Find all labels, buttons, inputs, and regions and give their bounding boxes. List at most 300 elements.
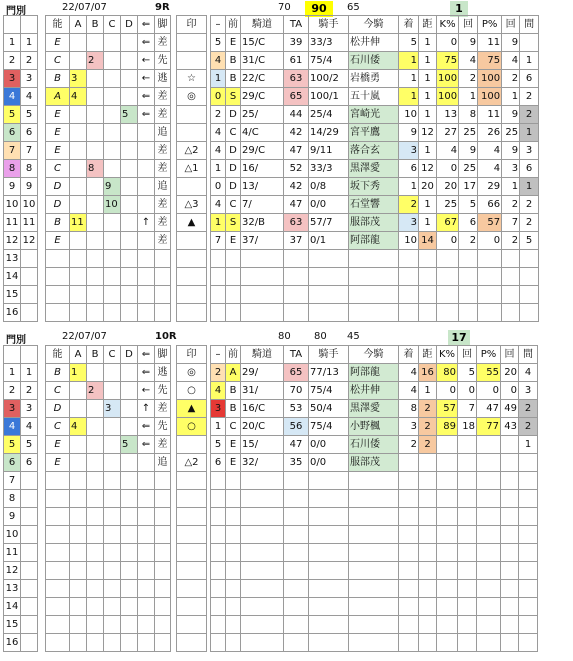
cell-m2: 4 xyxy=(211,142,226,160)
column-header: TA xyxy=(284,16,309,34)
cell-kis: 0/0 xyxy=(309,436,349,454)
cell-ima: 宮平鷹 xyxy=(349,124,399,142)
cell-chaku: 1 xyxy=(399,178,419,196)
cell-pp xyxy=(478,286,502,304)
cell-p2 xyxy=(501,616,519,634)
cell-kyo xyxy=(419,580,437,598)
cell-arr: ⇐ xyxy=(138,88,155,106)
cell-mark: ◎ xyxy=(177,88,207,106)
cell-kyo xyxy=(419,490,437,508)
cell-kyaku: 差 xyxy=(155,436,171,454)
cell-zen: A xyxy=(226,364,241,382)
cell-kyo: 1 xyxy=(419,52,437,70)
cell-kp xyxy=(437,490,458,508)
column-header: 騎道 xyxy=(241,346,284,364)
cell-chaku xyxy=(399,616,419,634)
cell-zen xyxy=(226,268,241,286)
table-row xyxy=(4,196,539,214)
spacer xyxy=(38,364,46,382)
cell-k2 xyxy=(458,526,477,544)
cell-a xyxy=(70,454,87,472)
column-header: B xyxy=(87,16,104,34)
cell-zen xyxy=(226,616,241,634)
cell-kis: 50/4 xyxy=(309,400,349,418)
cell-chaku xyxy=(399,634,419,652)
cell-n1: 5 xyxy=(4,436,21,454)
cell-kis: 0/8 xyxy=(309,178,349,196)
cell-b xyxy=(87,286,104,304)
cell-n1: 15 xyxy=(4,286,21,304)
cell-ta xyxy=(284,250,309,268)
cell-kan xyxy=(520,286,539,304)
cell-m2: 1 xyxy=(211,160,226,178)
cell-kan xyxy=(519,598,538,616)
cell-chaku xyxy=(399,544,419,562)
cell-a xyxy=(70,106,87,124)
cell-p2 xyxy=(501,454,519,472)
cell-n1: 13 xyxy=(4,580,21,598)
cell-kp xyxy=(437,616,458,634)
cell-arr xyxy=(138,490,155,508)
cell-k2: 6 xyxy=(459,214,478,232)
cell-kyaku: 差 xyxy=(155,214,171,232)
cell-b xyxy=(87,34,104,52)
cell-a xyxy=(70,400,87,418)
cell-c xyxy=(104,364,121,382)
cell-kis: 75/4 xyxy=(309,382,349,400)
cell-arr xyxy=(138,472,155,490)
cell-a: 3 xyxy=(70,70,87,88)
table-row xyxy=(4,472,538,490)
cell-kp xyxy=(437,472,458,490)
cell-b xyxy=(87,70,104,88)
cell-pp xyxy=(477,634,501,652)
cell-p2 xyxy=(501,526,519,544)
cell-kan: 6 xyxy=(520,70,539,88)
cell-kyaku xyxy=(155,562,171,580)
cell-ima: 阿部龍 xyxy=(349,232,399,250)
cell-kyaku xyxy=(155,526,171,544)
cell-c: 9 xyxy=(104,178,121,196)
cell-arr xyxy=(138,634,155,652)
cell-mark xyxy=(177,250,207,268)
cell-mark: ○ xyxy=(177,418,207,436)
cell-kis: 0/0 xyxy=(309,454,349,472)
cell-d xyxy=(121,562,138,580)
cell-k2 xyxy=(458,598,477,616)
cell-mark: △1 xyxy=(177,160,207,178)
cell-ima: 松井伸 xyxy=(349,34,399,52)
cell-mark xyxy=(177,616,207,634)
cell-kis xyxy=(309,508,349,526)
cell-n2 xyxy=(21,268,38,286)
cell-a xyxy=(70,52,87,70)
cell-n2: 5 xyxy=(21,106,38,124)
cell-kyo: 16 xyxy=(419,364,437,382)
cell-c xyxy=(104,268,121,286)
cell-ima xyxy=(349,304,399,322)
cell-n2 xyxy=(21,490,38,508)
cell-kis xyxy=(309,250,349,268)
cell-c xyxy=(104,382,121,400)
table-row xyxy=(4,436,538,454)
cell-n2 xyxy=(21,544,38,562)
cell-d xyxy=(121,580,138,598)
cell-mark xyxy=(177,286,207,304)
cell-ta xyxy=(284,544,309,562)
cell-ta: 35 xyxy=(284,454,309,472)
cell-d xyxy=(121,52,138,70)
cell-m2: 2 xyxy=(211,106,226,124)
cell-zen: B xyxy=(226,52,241,70)
cell-kan xyxy=(519,580,538,598)
cell-c xyxy=(104,106,121,124)
cell-kyo: 14 xyxy=(419,232,437,250)
cell-kyaku xyxy=(155,544,171,562)
spacer xyxy=(38,526,46,544)
cell-ima xyxy=(349,250,399,268)
cell-kd: 7/ xyxy=(241,196,284,214)
spacer xyxy=(38,106,46,124)
cell-m2 xyxy=(211,544,226,562)
cell-nou xyxy=(46,490,70,508)
cell-p2 xyxy=(501,562,519,580)
cell-kp: 89 xyxy=(437,418,458,436)
cell-m2: 1 xyxy=(211,418,226,436)
cell-a xyxy=(70,268,87,286)
cell-kyaku: 差 xyxy=(155,88,171,106)
cell-p2: 1 xyxy=(502,88,520,106)
cell-pp: 57 xyxy=(478,214,502,232)
cell-a xyxy=(70,304,87,322)
header-row xyxy=(4,346,538,364)
cell-mark xyxy=(177,106,207,124)
cell-c xyxy=(104,214,121,232)
cell-a xyxy=(70,472,87,490)
cell-n2: 4 xyxy=(21,88,38,106)
column-header: 回 xyxy=(502,16,520,34)
cell-nou: B xyxy=(46,70,70,88)
cell-kyo: 1 xyxy=(419,106,437,124)
cell-m2 xyxy=(211,508,226,526)
cell-pp: 0 xyxy=(477,382,501,400)
table-row xyxy=(4,418,538,436)
cell-kyaku xyxy=(155,598,171,616)
venue-title: 門別 xyxy=(6,6,26,17)
cell-n1: 14 xyxy=(4,268,21,286)
cell-kd: 20/C xyxy=(241,418,284,436)
spacer xyxy=(38,508,46,526)
cell-d xyxy=(121,634,138,652)
cell-pp: 11 xyxy=(478,106,502,124)
cell-kyo: 1 xyxy=(419,214,437,232)
cell-kp: 100 xyxy=(437,70,459,88)
spacer xyxy=(38,400,46,418)
cell-kd xyxy=(241,544,284,562)
cell-kis xyxy=(309,544,349,562)
table-row xyxy=(4,34,539,52)
cell-b: 8 xyxy=(87,160,104,178)
cell-kd: 22/C xyxy=(241,70,284,88)
cell-kd xyxy=(241,562,284,580)
cell-kp xyxy=(437,598,458,616)
cell-n1: 15 xyxy=(4,616,21,634)
cell-kd: 15/ xyxy=(241,436,284,454)
cell-chaku: 3 xyxy=(399,214,419,232)
cell-chaku: 1 xyxy=(399,70,419,88)
header-row xyxy=(4,16,539,34)
column-header: TA xyxy=(284,346,309,364)
cell-n2: 3 xyxy=(21,70,38,88)
stat-3: 65 xyxy=(347,2,360,13)
cell-kp: 13 xyxy=(437,106,459,124)
column-header: – xyxy=(211,346,226,364)
cell-kd: 15/C xyxy=(241,34,284,52)
cell-arr xyxy=(138,580,155,598)
cell-m2 xyxy=(211,616,226,634)
cell-nou: C xyxy=(46,52,70,70)
spacer xyxy=(38,436,46,454)
cell-p2: 7 xyxy=(502,214,520,232)
cell-m2: 1 xyxy=(211,70,226,88)
cell-d xyxy=(121,508,138,526)
table-row xyxy=(4,562,538,580)
table-row xyxy=(4,400,538,418)
cell-n2: 10 xyxy=(21,196,38,214)
cell-zen: B xyxy=(226,382,241,400)
stat-2-highlight: 90 xyxy=(305,1,333,17)
race-box-number: 1 xyxy=(450,1,468,17)
table-row xyxy=(4,70,539,88)
cell-kan: 5 xyxy=(520,232,539,250)
cell-n2 xyxy=(21,526,38,544)
cell-a xyxy=(70,34,87,52)
cell-kyo: 1 xyxy=(419,382,437,400)
cell-ima: 黒澤愛 xyxy=(349,400,399,418)
cell-ima: 小野楓 xyxy=(349,418,399,436)
cell-kis: 0/1 xyxy=(309,232,349,250)
table-row xyxy=(4,634,538,652)
cell-mark xyxy=(177,232,207,250)
cell-kd xyxy=(241,616,284,634)
column-header: D xyxy=(121,346,138,364)
cell-b xyxy=(87,214,104,232)
cell-zen xyxy=(226,634,241,652)
cell-arr: ← xyxy=(138,382,155,400)
cell-d xyxy=(121,526,138,544)
cell-k2: 9 xyxy=(459,142,478,160)
cell-nou: E xyxy=(46,124,70,142)
table-row xyxy=(4,160,539,178)
cell-n1: 14 xyxy=(4,598,21,616)
cell-kan xyxy=(520,34,539,52)
cell-kyo xyxy=(419,268,437,286)
table-row xyxy=(4,88,539,106)
table-row xyxy=(4,304,539,322)
cell-p2: 49 xyxy=(501,400,519,418)
cell-k2 xyxy=(459,286,478,304)
cell-c xyxy=(104,634,121,652)
cell-c xyxy=(104,472,121,490)
stat-3: 45 xyxy=(347,331,360,342)
cell-chaku: 10 xyxy=(399,232,419,250)
cell-mark xyxy=(177,634,207,652)
cell-nou: D xyxy=(46,178,70,196)
column-header: 今騎 xyxy=(349,16,399,34)
cell-n2: 6 xyxy=(21,124,38,142)
cell-n2 xyxy=(21,286,38,304)
cell-pp xyxy=(477,436,501,454)
cell-ta xyxy=(284,616,309,634)
cell-kp: 67 xyxy=(437,214,459,232)
stat-1: 80 xyxy=(278,331,291,342)
cell-arr xyxy=(138,526,155,544)
cell-chaku: 2 xyxy=(399,196,419,214)
cell-kyaku xyxy=(155,472,171,490)
cell-ima: 黒澤愛 xyxy=(349,160,399,178)
cell-ta xyxy=(284,562,309,580)
cell-d xyxy=(121,178,138,196)
cell-zen xyxy=(226,598,241,616)
cell-mark: △3 xyxy=(177,196,207,214)
spacer xyxy=(38,196,46,214)
cell-arr xyxy=(138,160,155,178)
cell-kan xyxy=(520,304,539,322)
cell-n1: 5 xyxy=(4,106,21,124)
cell-b xyxy=(87,598,104,616)
cell-b xyxy=(87,400,104,418)
cell-ima xyxy=(349,490,399,508)
cell-chaku xyxy=(399,580,419,598)
cell-kp: 27 xyxy=(437,124,459,142)
cell-b xyxy=(87,178,104,196)
spacer xyxy=(38,232,46,250)
column-header: 着 xyxy=(399,16,419,34)
cell-p2: 9 xyxy=(502,34,520,52)
cell-kyo: 2 xyxy=(419,400,437,418)
cell-ima: 服部茂 xyxy=(349,454,399,472)
cell-n2 xyxy=(21,508,38,526)
spacer xyxy=(38,286,46,304)
cell-kyaku: 逃 xyxy=(155,70,171,88)
table-row xyxy=(4,268,539,286)
spacer xyxy=(38,70,46,88)
race-number: 10R xyxy=(155,331,177,342)
cell-d xyxy=(121,382,138,400)
cell-pp: 4 xyxy=(478,142,502,160)
cell-p2: 25 xyxy=(502,124,520,142)
cell-kyaku xyxy=(155,304,171,322)
cell-k2: 4 xyxy=(459,52,478,70)
cell-kyo xyxy=(419,472,437,490)
cell-m2 xyxy=(211,526,226,544)
table-row xyxy=(4,364,538,382)
cell-ima: 落合玄 xyxy=(349,142,399,160)
race-10-table xyxy=(3,345,538,652)
column-header: P% xyxy=(477,346,501,364)
cell-a xyxy=(70,526,87,544)
cell-k2 xyxy=(458,472,477,490)
cell-a xyxy=(70,490,87,508)
cell-zen xyxy=(226,526,241,544)
cell-m2: 0 xyxy=(211,88,226,106)
cell-arr xyxy=(138,304,155,322)
cell-m2 xyxy=(211,286,226,304)
cell-zen: E xyxy=(226,232,241,250)
cell-mark xyxy=(177,268,207,286)
cell-kyo: 2 xyxy=(419,418,437,436)
cell-ima: 坂下秀 xyxy=(349,178,399,196)
cell-c xyxy=(104,88,121,106)
cell-kyo xyxy=(419,286,437,304)
cell-d: 5 xyxy=(121,106,138,124)
cell-kis xyxy=(309,598,349,616)
column-header: D xyxy=(121,16,138,34)
cell-kan: 1 xyxy=(520,52,539,70)
cell-kd: 32/B xyxy=(241,214,284,232)
cell-b xyxy=(87,232,104,250)
cell-b xyxy=(87,88,104,106)
cell-pp xyxy=(477,526,501,544)
cell-kis: 100/1 xyxy=(309,88,349,106)
cell-b xyxy=(87,472,104,490)
spacer xyxy=(38,544,46,562)
spacer xyxy=(38,580,46,598)
cell-n1: 3 xyxy=(4,70,21,88)
cell-b xyxy=(87,364,104,382)
cell-b xyxy=(87,616,104,634)
cell-arr xyxy=(138,508,155,526)
cell-nou xyxy=(46,562,70,580)
cell-kyo: 12 xyxy=(419,160,437,178)
cell-nou xyxy=(46,472,70,490)
cell-kis xyxy=(309,490,349,508)
cell-pp: 100 xyxy=(478,70,502,88)
cell-pp xyxy=(478,250,502,268)
cell-k2 xyxy=(458,562,477,580)
race-10-header xyxy=(0,330,573,346)
cell-n1: 9 xyxy=(4,178,21,196)
cell-ta: 42 xyxy=(284,124,309,142)
cell-d xyxy=(121,268,138,286)
cell-nou: E xyxy=(46,454,70,472)
cell-nou: E xyxy=(46,232,70,250)
cell-k2: 1 xyxy=(459,88,478,106)
cell-ta: 63 xyxy=(284,70,309,88)
cell-chaku xyxy=(399,454,419,472)
cell-n2: 1 xyxy=(21,364,38,382)
cell-kyo: 1 xyxy=(419,196,437,214)
cell-n2 xyxy=(21,580,38,598)
cell-mark xyxy=(177,526,207,544)
cell-kyaku: 先 xyxy=(155,382,171,400)
cell-chaku xyxy=(399,508,419,526)
cell-chaku: 4 xyxy=(399,364,419,382)
cell-b xyxy=(87,196,104,214)
table-row xyxy=(4,454,538,472)
column-header: C xyxy=(104,346,121,364)
cell-nou: C xyxy=(46,418,70,436)
cell-d xyxy=(121,490,138,508)
cell-kan: 6 xyxy=(520,160,539,178)
cell-k2: 2 xyxy=(459,70,478,88)
cell-ta xyxy=(284,508,309,526)
cell-pp xyxy=(477,454,501,472)
stat-2: 80 xyxy=(314,331,327,342)
cell-c xyxy=(104,286,121,304)
cell-kyo xyxy=(419,616,437,634)
cell-chaku: 3 xyxy=(399,142,419,160)
